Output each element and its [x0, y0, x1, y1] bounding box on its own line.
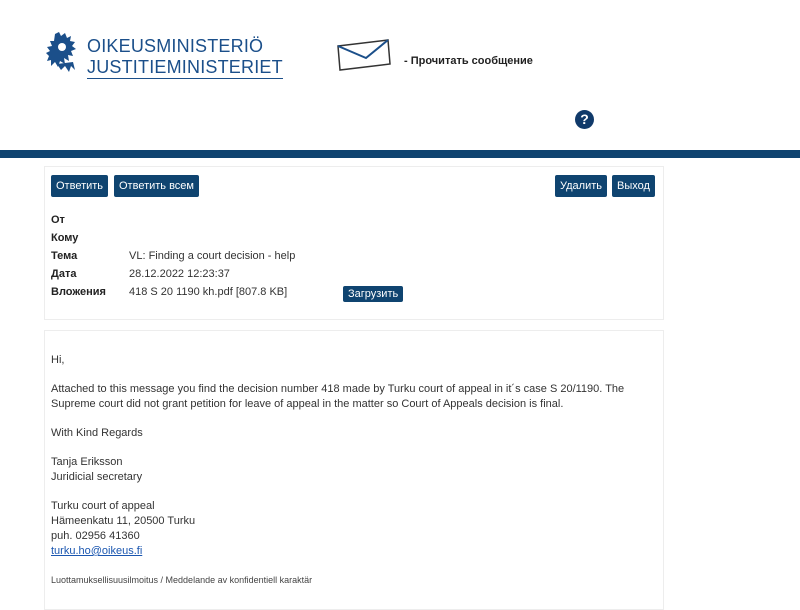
- message-body-panel: [44, 330, 664, 610]
- from-label: От: [51, 214, 65, 226]
- message-body: [51, 353, 651, 588]
- attachments-label: Вложения: [51, 286, 106, 298]
- org-name-finnish: OIKEUSMINISTERIÖ: [87, 36, 264, 56]
- exit-button[interactable]: Выход: [612, 175, 655, 197]
- envelope-icon: [336, 38, 392, 72]
- reply-button[interactable]: Ответить: [51, 175, 108, 197]
- reply-all-button[interactable]: Ответить всем: [114, 175, 199, 197]
- confidentiality-notice: Luottamuksellisuusilmoitus / Meddelande av konfidentiell karaktär: [51, 575, 313, 585]
- org-name-swedish: JUSTITIEMINISTERIET: [87, 57, 283, 77]
- closing: With Kind Regards: [51, 427, 143, 439]
- body-paragraph: Attached to this message you find the decision number 418 made by Turku court of appeal in it´s case S 20/1190. The Supreme court did not grant petition for leave of appeal in the matter so Court of Appeals decision is final.: [51, 383, 625, 410]
- attachment-file[interactable]: 418 S 20 1190 kh.pdf [807.8 KB]: [129, 286, 288, 298]
- to-label: Кому: [51, 232, 79, 244]
- sender-address: Hämeenkatu 11, 20500 Turku: [51, 515, 196, 527]
- email-link[interactable]: turku.ho@oikeus.fi: [51, 545, 143, 557]
- date-value: 28.12.2022 12:23:37: [129, 268, 230, 280]
- download-button[interactable]: Загрузить: [343, 286, 403, 302]
- read-message-label: - Прочитать сообщение: [404, 55, 533, 67]
- message-header-panel: [44, 166, 664, 320]
- header-divider-bar: [0, 150, 800, 158]
- delete-button[interactable]: Удалить: [555, 175, 607, 197]
- greeting: Hi,: [51, 354, 65, 366]
- ministry-logo: [45, 30, 283, 79]
- date-label: Дата: [51, 268, 77, 280]
- sender-title: Juridicial secretary: [51, 471, 143, 483]
- subject-value: VL: Finding a court decision - help: [129, 250, 296, 262]
- sender-phone: puh. 02956 41360: [51, 530, 140, 542]
- subject-label: Тема: [51, 250, 78, 262]
- lion-crest-icon: [45, 30, 83, 76]
- help-icon[interactable]: ?: [575, 110, 594, 129]
- sender-name: Tanja Eriksson: [51, 456, 123, 468]
- sender-org: Turku court of appeal: [51, 500, 155, 512]
